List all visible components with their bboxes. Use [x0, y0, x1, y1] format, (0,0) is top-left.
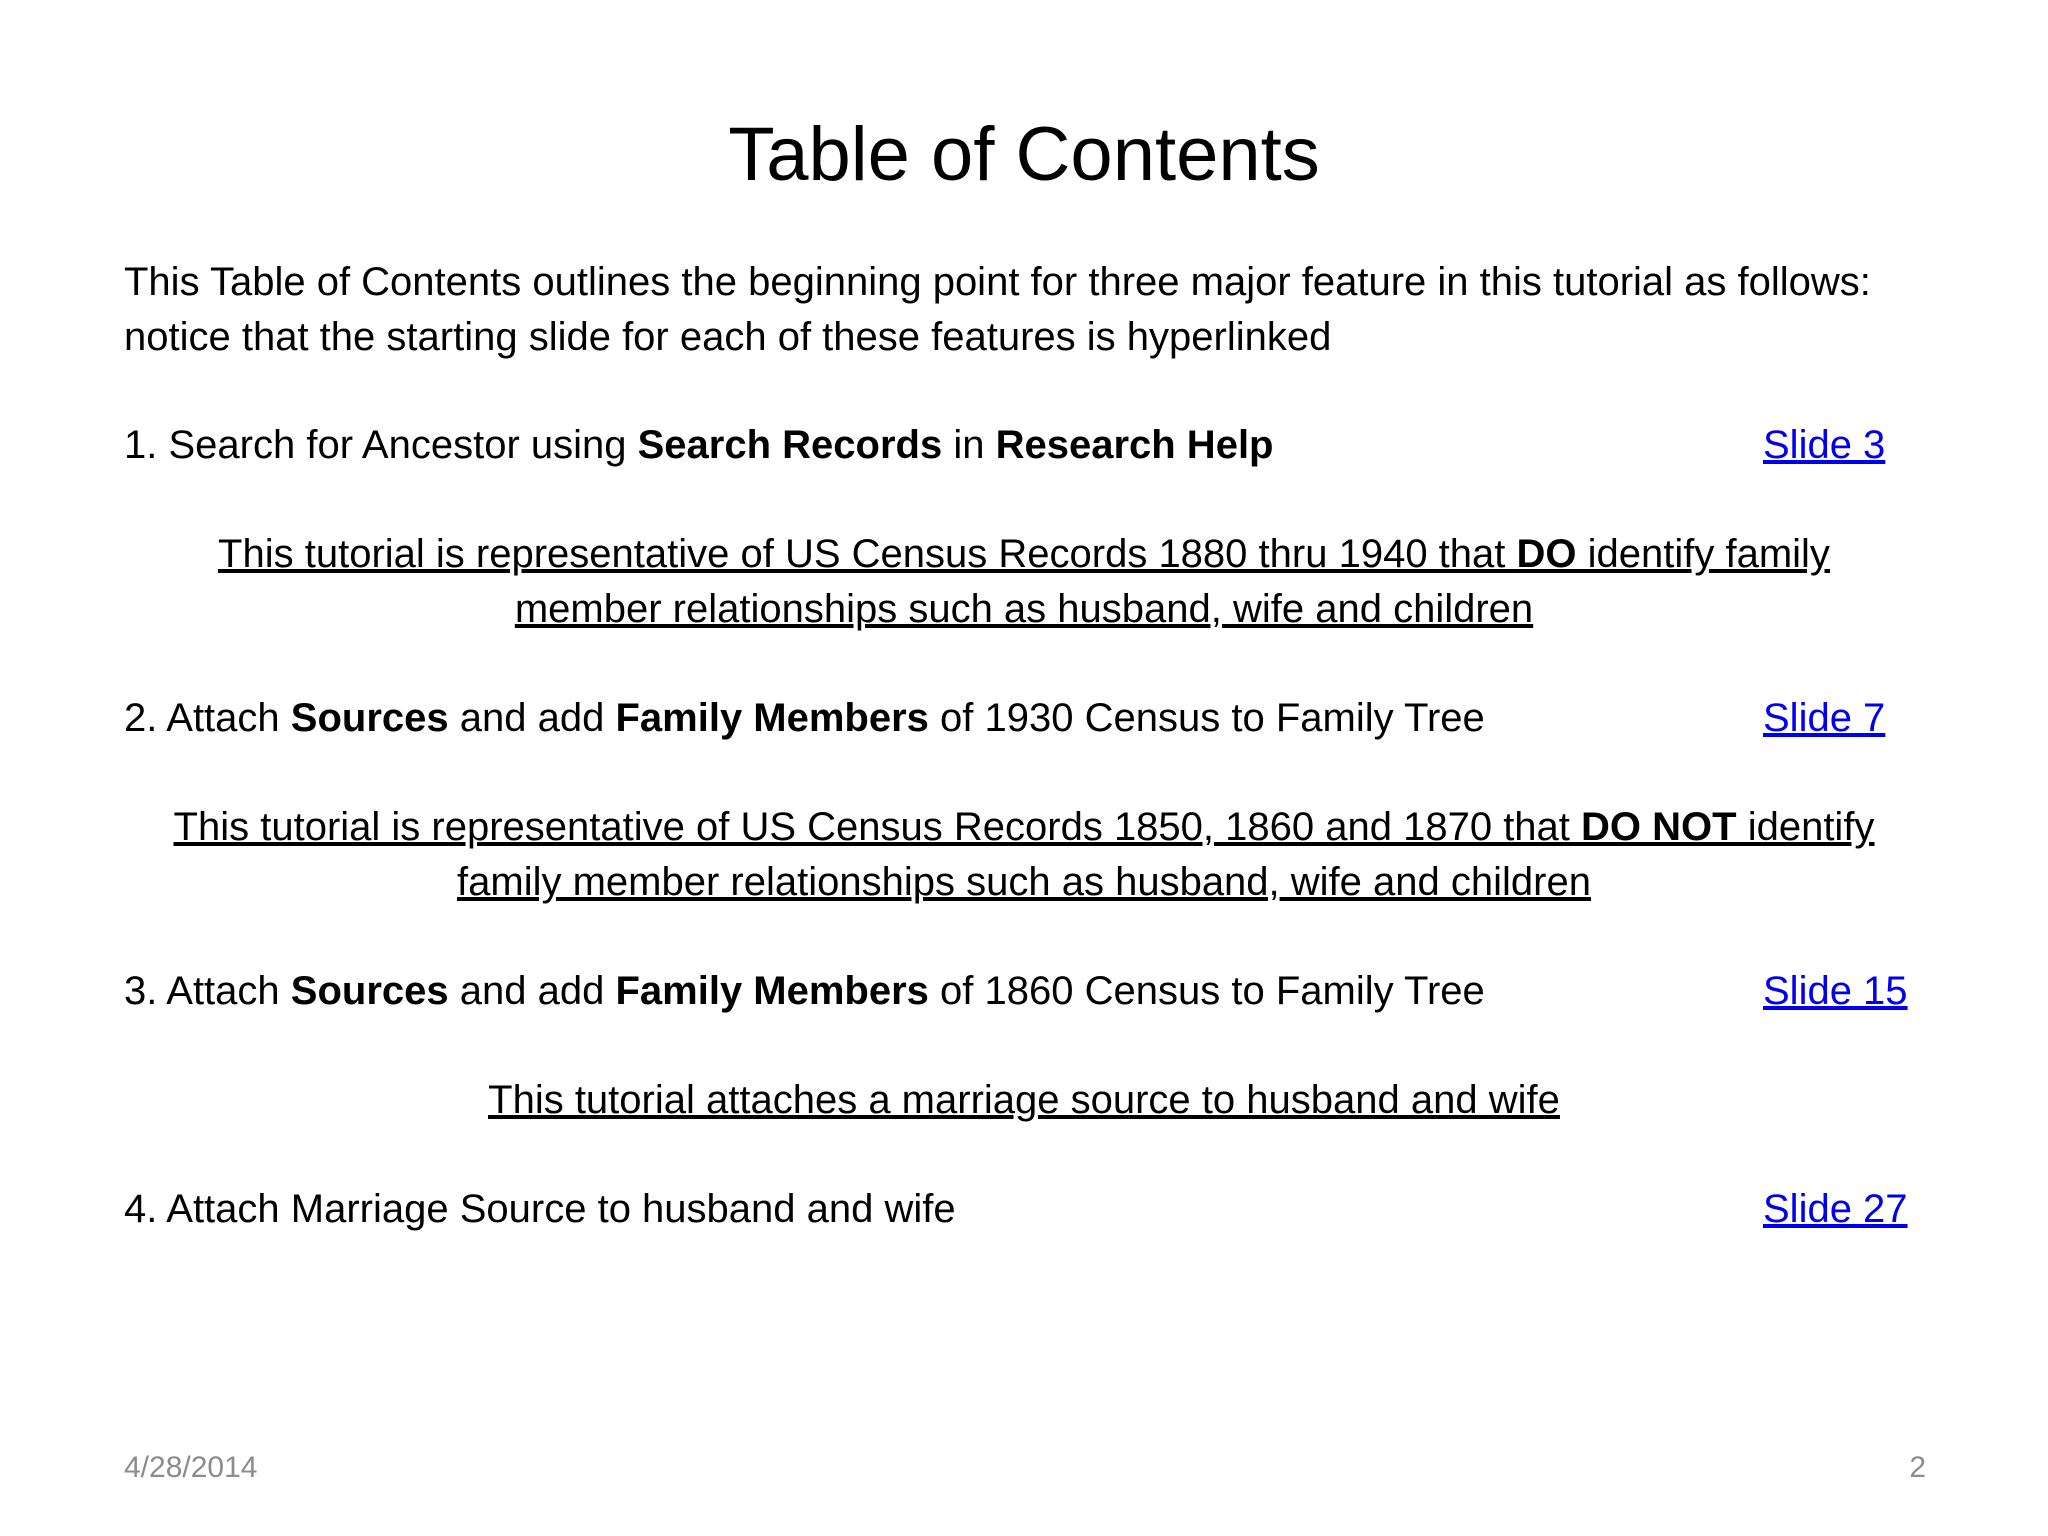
- note-text: This tutorial attaches a marriage source to husband and wife: [488, 1078, 1560, 1122]
- item-bold-text: Sources: [290, 969, 449, 1013]
- note-line: [488, 1078, 1560, 1122]
- slide-title: Table of Contents: [728, 112, 1320, 197]
- tutorial-note-3: [0, 1073, 2048, 1128]
- item-bold-text: Sources: [290, 696, 449, 740]
- item-number: 2.: [124, 696, 158, 740]
- item-text: and add: [448, 696, 616, 740]
- item-text: and add: [448, 969, 616, 1013]
- toc-item-3: [124, 964, 1485, 1019]
- footer-date: 4/28/2014: [124, 1451, 258, 1484]
- note-text: identify family: [1576, 532, 1830, 576]
- toc-item-4: [124, 1182, 956, 1237]
- slide-27-link[interactable]: Slide 27: [1763, 1187, 1908, 1231]
- note-text: This tutorial is representative of US Census Records 1880 thru 1940 that: [218, 532, 1517, 576]
- item-text: of 1860 Census to Family Tree: [928, 969, 1485, 1013]
- slide-3-link[interactable]: Slide 3: [1763, 423, 1886, 467]
- item-text: Search for Ancestor using: [168, 423, 638, 467]
- toc-item-2: [124, 691, 1485, 746]
- tutorial-note-2: [0, 800, 2048, 910]
- tutorial-note-1: [0, 527, 2048, 637]
- note-line: [218, 532, 1830, 576]
- item-number: 1.: [124, 423, 158, 467]
- item-bold-text: Family Members: [615, 969, 929, 1013]
- note-bold-text: DO: [1516, 532, 1577, 576]
- slide-15-link[interactable]: Slide 15: [1763, 969, 1908, 1013]
- item-number: 4.: [124, 1187, 158, 1231]
- note-bold-text: DO NOT: [1581, 805, 1737, 849]
- toc-item-1: [124, 418, 1274, 473]
- item-text: Attach Marriage Source to husband and wife: [166, 1187, 956, 1231]
- item-text: Attach: [166, 696, 291, 740]
- note-line: member relationships such as husband, wife and children: [514, 587, 1534, 631]
- item-text: Attach: [166, 969, 291, 1013]
- note-text: This tutorial is representative of US Census Records 1850, 1860 and 1870 that: [173, 805, 1582, 849]
- item-number: 3.: [124, 969, 158, 1013]
- note-line: [174, 805, 1875, 849]
- note-line: family member relationships such as husband, wife and children: [457, 860, 1591, 904]
- item-text: in: [942, 423, 996, 467]
- intro-paragraph: This Table of Contents outlines the beginning point for three major feature in this tutorial as follows: notice that the starting slide for each of these features is hyperlinked: [124, 260, 1871, 359]
- note-text: identify: [1736, 805, 1875, 849]
- item-bold-text: Research Help: [995, 423, 1274, 467]
- item-bold-text: Search Records: [637, 423, 943, 467]
- item-bold-text: Family Members: [615, 696, 929, 740]
- slide-7-link[interactable]: Slide 7: [1763, 696, 1886, 740]
- page-number: 2: [1909, 1451, 1926, 1484]
- item-text: of 1930 Census to Family Tree: [928, 696, 1485, 740]
